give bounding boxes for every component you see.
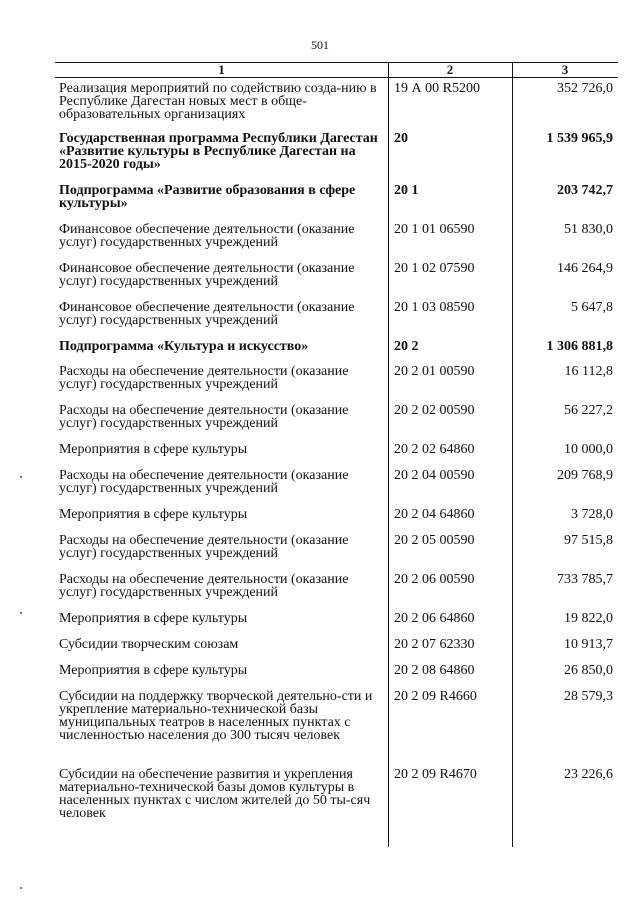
- row-name-cell: Расходы на обеспечение деятельности (оказание услуг) государственных учреждений: [59, 403, 349, 431]
- row-name-cell: Субсидии на обеспечение развития и укрепления материально-технической базы домов культуры в населенных пунктах с числом жителей до 50 ты-сяч человек: [59, 767, 371, 821]
- row-amount-cell: 1 539 965,9: [546, 131, 613, 146]
- row-code-cell: 20 1 02 07590: [394, 261, 475, 276]
- page-number: 501: [311, 38, 329, 52]
- row-name-cell: Мероприятия в сфере культуры: [59, 507, 248, 522]
- row-amount-cell: 203 742,7: [557, 183, 613, 198]
- row-code-cell: 20 2 04 64860: [394, 507, 475, 522]
- row-name-cell: Мероприятия в сфере культуры: [59, 611, 248, 626]
- row-name-cell: Финансовое обеспечение деятельности (оказание услуг) государственных учреждений: [59, 222, 355, 250]
- header-col-2: 2: [446, 62, 454, 77]
- row-amount-cell: 5 647,8: [571, 300, 613, 315]
- scan-mark: [20, 476, 22, 478]
- row-amount-cell: 209 768,9: [557, 468, 613, 483]
- row-code-cell: 20 1 03 08590: [394, 300, 475, 315]
- scan-mark: [20, 612, 22, 614]
- row-name-cell: Расходы на обеспечение деятельности (оказание услуг) государственных учреждений: [59, 572, 349, 600]
- row-name-cell: Расходы на обеспечение деятельности (оказание услуг) государственных учреждений: [59, 468, 349, 496]
- row-code-cell: 20 2 05 00590: [394, 533, 475, 548]
- row-amount-cell: 19 822,0: [564, 611, 613, 626]
- row-amount-cell: 26 850,0: [564, 663, 613, 678]
- row-code-cell: 20 2 04 00590: [394, 468, 475, 483]
- table-header: [55, 62, 618, 77]
- row-amount-cell: 10 000,0: [564, 442, 613, 457]
- row-code-cell: 20 1 01 06590: [394, 222, 475, 237]
- row-name-cell: Подпрограмма «Культура и искусство»: [59, 339, 309, 354]
- row-amount-cell: 1 306 881,8: [546, 339, 613, 354]
- row-code-cell: 20 2 09 R4670: [394, 767, 477, 782]
- row-amount-cell: 10 913,7: [564, 637, 613, 652]
- row-amount-cell: 51 830,0: [564, 222, 613, 237]
- row-code-cell: 20 2 07 62330: [394, 637, 475, 652]
- column-divider-2: [512, 62, 513, 847]
- row-name-cell: Финансовое обеспечение деятельности (оказание услуг) государственных учреждений: [59, 261, 355, 289]
- budget-table: [55, 62, 618, 852]
- row-code-cell: 20 2 02 64860: [394, 442, 475, 457]
- row-code-cell: 20: [394, 131, 408, 146]
- row-code-cell: 20 2 02 00590: [394, 403, 475, 418]
- row-name-cell: Финансовое обеспечение деятельности (оказание услуг) государственных учреждений: [59, 300, 355, 328]
- row-name-cell: Расходы на обеспечение деятельности (оказание услуг) государственных учреждений: [59, 364, 349, 392]
- row-code-cell: 20 2 09 R4660: [394, 689, 477, 704]
- row-name-cell: Субсидии творческим союзам: [59, 637, 239, 652]
- row-code-cell: 20 1: [394, 183, 419, 198]
- column-divider-1: [388, 62, 389, 847]
- row-code-cell: 20 2 06 64860: [394, 611, 475, 626]
- row-name-cell: Мероприятия в сфере культуры: [59, 442, 248, 457]
- row-amount-cell: 56 227,2: [564, 403, 613, 418]
- header-col-3: 3: [561, 62, 569, 77]
- row-code-cell: 19 А 00 R5200: [394, 81, 480, 96]
- row-amount-cell: 352 726,0: [557, 81, 613, 96]
- row-amount-cell: 16 112,8: [564, 364, 613, 379]
- row-code-cell: 20 2 08 64860: [394, 663, 475, 678]
- row-amount-cell: 733 785,7: [557, 572, 613, 587]
- row-code-cell: 20 2: [394, 339, 419, 354]
- row-amount-cell: 97 515,8: [564, 533, 613, 548]
- row-name-cell: Реализация мероприятий по содействию созда-нию в Республике Дагестан новых мест в обще-образовательных организациях: [59, 81, 377, 122]
- row-name-cell: Расходы на обеспечение деятельности (оказание услуг) государственных учреждений: [59, 533, 349, 561]
- scan-mark: [20, 887, 22, 889]
- header-col-1: 1: [218, 62, 225, 77]
- row-code-cell: 20 2 01 00590: [394, 364, 475, 379]
- row-amount-cell: 23 226,6: [564, 767, 613, 782]
- row-name-cell: Государственная программа Республики Дагестан «Развитие культуры в Республике Дагестан на 2015-2020 годы»: [59, 131, 378, 172]
- row-amount-cell: 146 264,9: [557, 261, 613, 276]
- row-name-cell: Мероприятия в сфере культуры: [59, 663, 248, 678]
- row-name-cell: Субсидии на поддержку творческой деятельно-сти и укрепление материально-технической базы муниципальных театров в населенных пунктах с численностью населения до 300 тысяч человек: [59, 689, 373, 743]
- row-code-cell: 20 2 06 00590: [394, 572, 475, 587]
- row-amount-cell: 3 728,0: [571, 507, 613, 522]
- row-name-cell: Подпрограмма «Развитие образования в сфере культуры»: [59, 183, 356, 211]
- row-amount-cell: 28 579,3: [564, 689, 613, 704]
